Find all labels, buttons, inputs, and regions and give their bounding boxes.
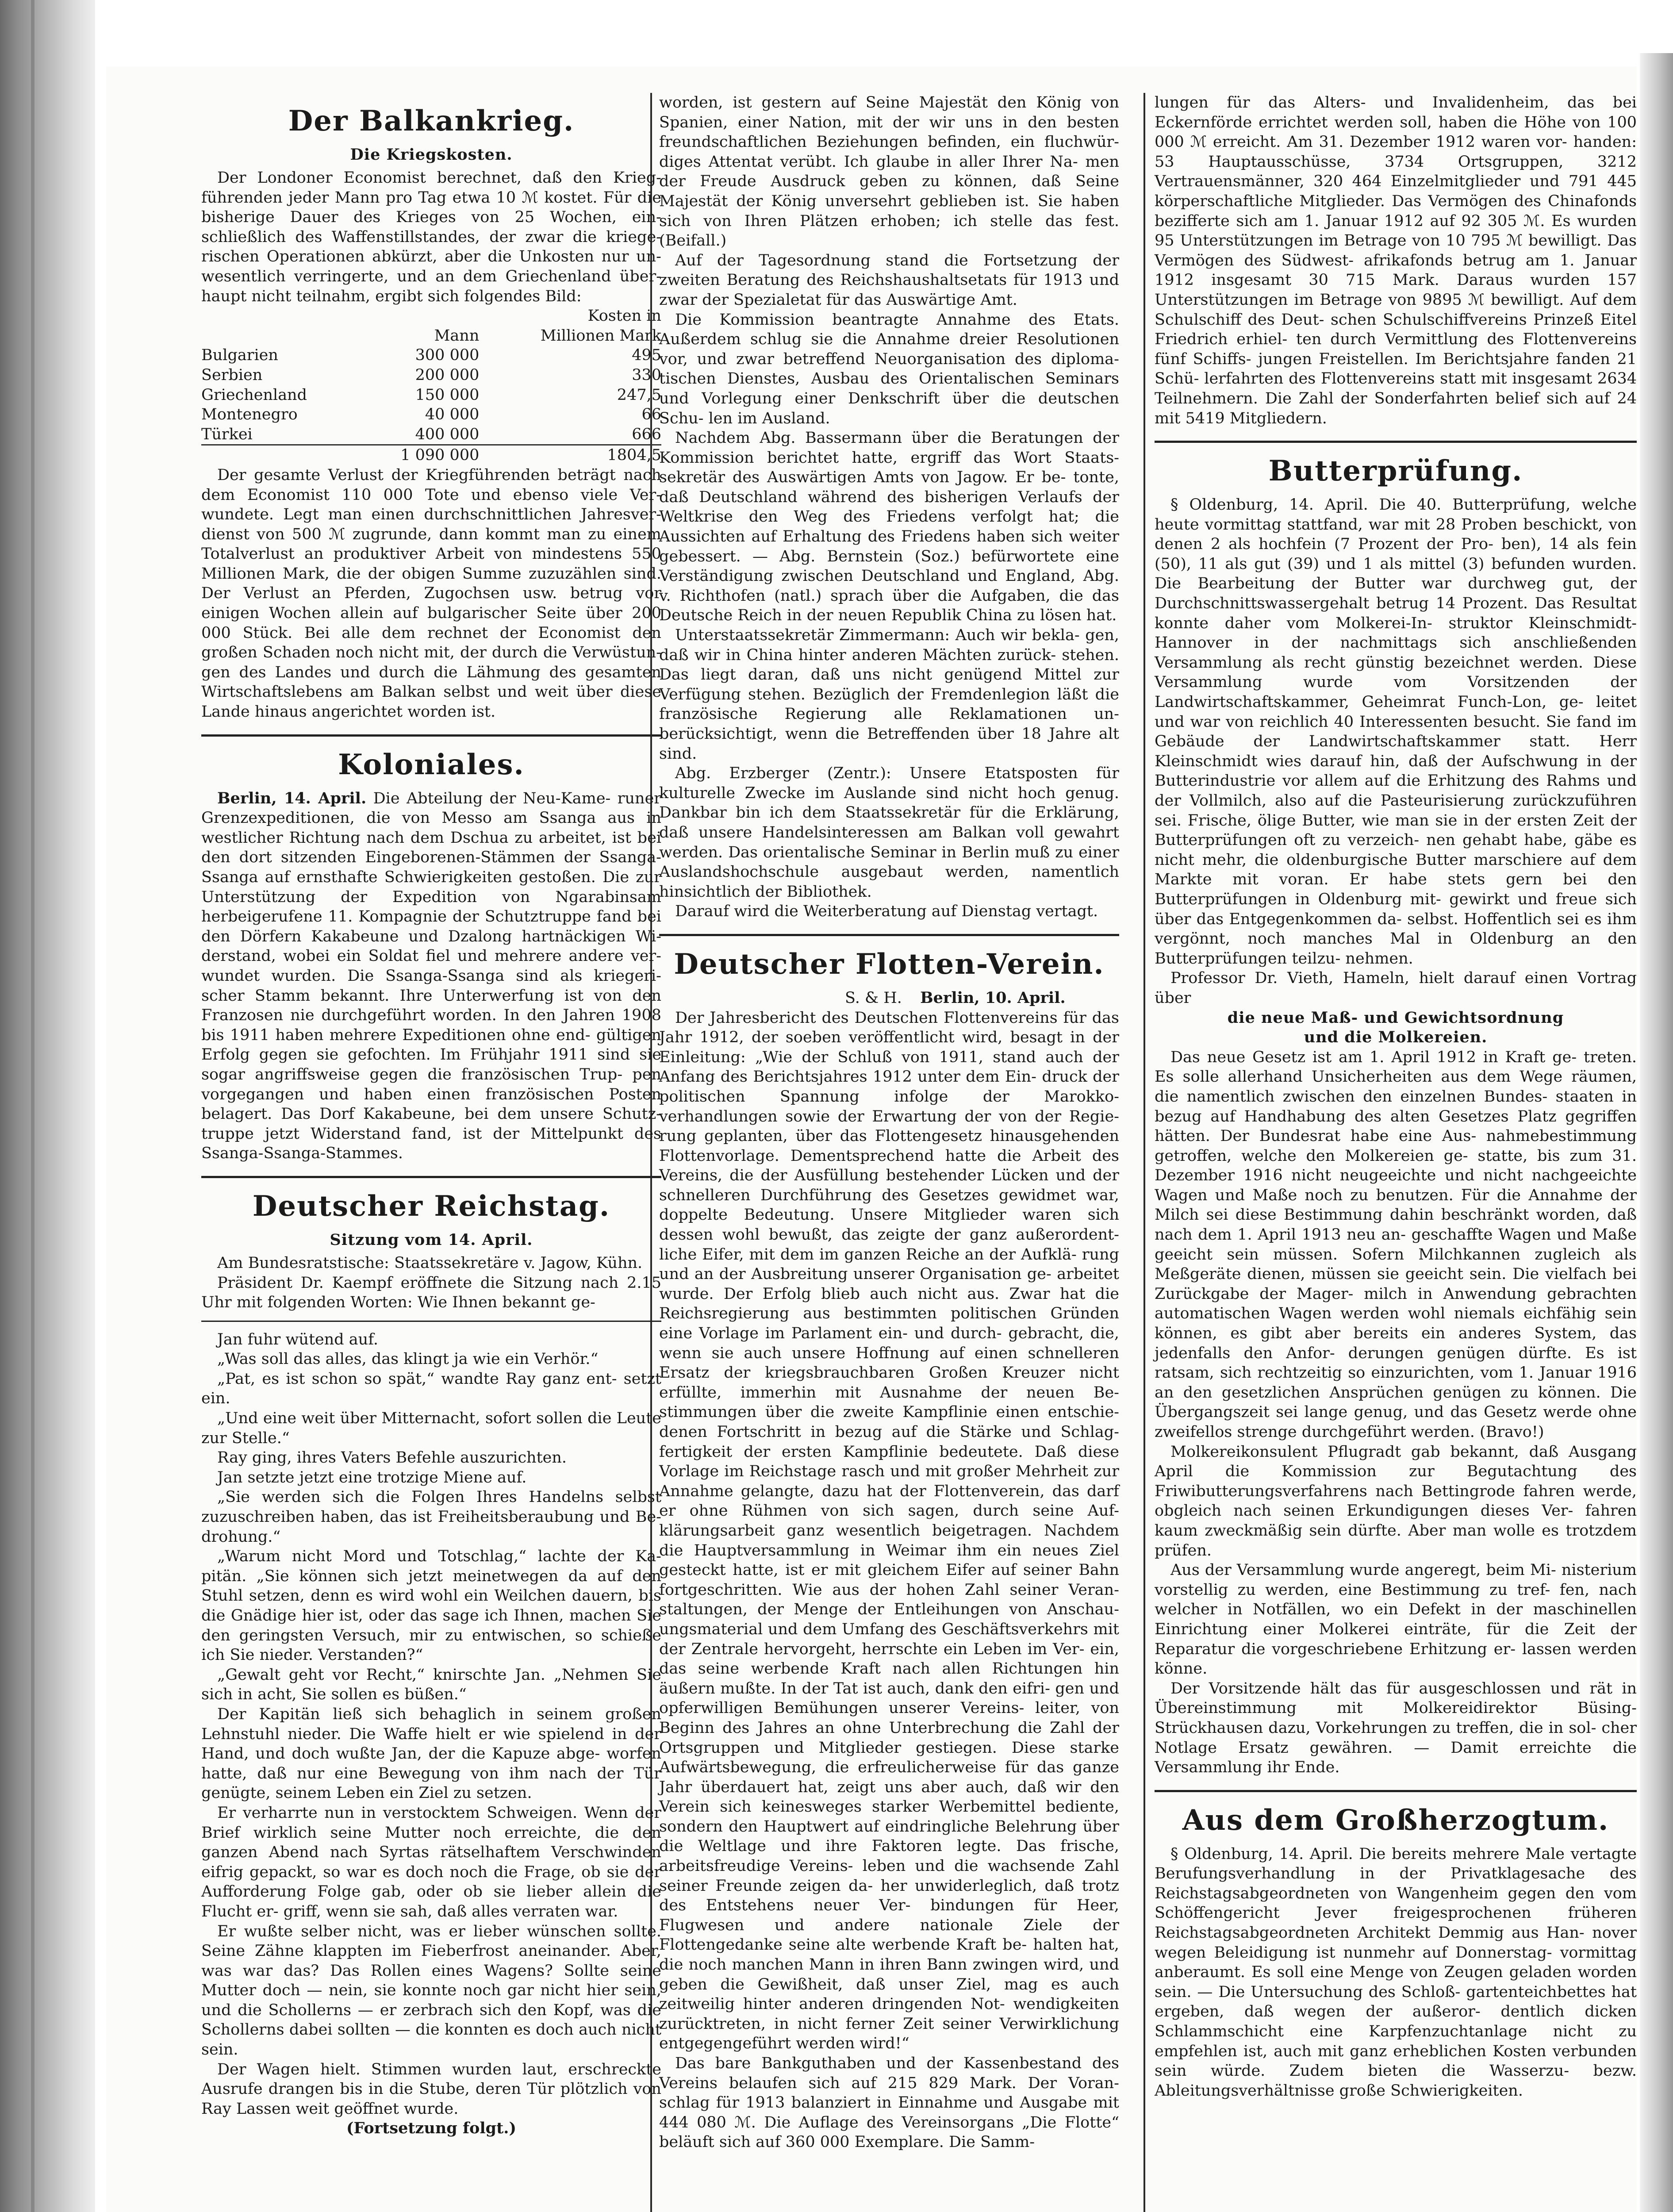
war-cell-country: Serbien bbox=[201, 366, 263, 384]
column-left bbox=[201, 93, 661, 2139]
reichstag-paragraph: Nachdem Abg. Bassermann über die Beratungen der Kommission berichtet hatte, ergriff das Wort Staats- sekretär des Auswärtigen Amts von Jagow. Er be- tonte, daß Deutschland während des bisherigen Verlaufs der Weltkrise den Weg des Friedens verfolgt hat; die Aussichten auf Erhaltung des Friedens haben sich weiter gebessert. — Abg. Bernstein (Soz.) befürwortete eine Verständigung zwischen Deutschland und England, Abg. v. Richthofen (natl.) sprach über die Aufgaben, die das Deutsche Reich in der neuen Republik China zu lösen hat. bbox=[659, 429, 1119, 625]
butter-p6: Der Vorsitzende hält das für ausgeschlossen und rät in Übereinstimmung mit Molkereidirektor Büsing- Strückhausen dazu, Vorkehrungen zu treffen, die in sol- cher Notlage Ersatz gewähren. — Damit erreichte die Versammlung ihr Ende. bbox=[1155, 1679, 1637, 1777]
section-divider bbox=[1155, 441, 1637, 443]
war-cell-country: Türkei bbox=[201, 425, 253, 443]
col-head-cost2: Millionen Mark bbox=[540, 326, 661, 345]
story-paragraph: Er wußte selber nicht, was er lieber wünschen sollte. Seine Zähne klappten im Fieberfrost aneinander. Aber, was war das? Das Rollen eines Wagens? Sollte seine Mutter doch — nein, sie konnte noch gar nicht hier sein, und die Schollerns — er zerbrach sich den Kopf, was die Schollerns dabei sollten — die konnten es doch auch nicht sein. bbox=[201, 1922, 661, 2059]
total-cost: 1804,5 bbox=[479, 445, 661, 465]
war-cell-cost: 247,5 bbox=[617, 386, 661, 404]
flotten-body: Der Jahresbericht des Deutschen Flottenvereins für das Jahr 1912, der soeben veröffentlicht wird, besagt in der Einleitung: „Wie der Schluß von 1911, stand auch der Anfang des Berichtsjahres 1912 unter dem Ein- druck der politischen Spannung infolge der Marokko- verhandlungen sowie der Erwartung der von der Regie- rung geplanten, über das Flottengesetz hinausgehenden Flottenvorlage. Dementsprechend hatte die Arbeit des Vereins, die der Ausfüllung bestehender Lücken und der schnelleren Durchführung des Gesetzes gewidmet war, doppelte Bedeutung. Unsere Mitglieder waren sich dessen wohl bewußt, das zeigte der ganz außerordent- liche Eifer, mit dem im ganzen Reiche an der Aufklä- rung und an der Ausbreitung unserer Organisation ge- arbeitet wurde. Der Erfolg blieb auch nicht aus. Zwar hat die Reichsregierung aus bestimmten politischen Gründen eine Vorlage im Parlament ein- und durch- gebracht, die, wenn sie auch unsere Hoffnung auf einen schnelleren Ersatz der kriegsbrauchbaren Großen Kreuzer nicht erfüllte, immerhin mit Ausnahme der neuen Be- stimmungen über die zweite Kampflinie einen entschie- denen Fortschritt in bezug auf die Stärke und Schlag- fertigkeit der ersten Kampflinie bedeutete. Daß diese Vorlage im Reichstage rasch und mit großer Mehrheit zur Annahme gelangte, dazu hat der Flottenverein, das darf er ohne Rühmen von sich sagen, durch seine Auf- klärungsarbeit ganz wesentlich beigetragen. Nachdem die Hauptversammlung in Weimar ihm ein neues Ziel gesteckt hatte, ist er mit gleichem Eifer auf seiner Bahn fortgeschritten. Wie aus der hohen Zahl seiner Veran- staltungen, der Menge der Entleihungen von Anschau- ungsmaterial und dem Umfang des Geschäftsverkehrs mit der Zentrale hervorgeht, herrschte ein Leben im Ver- ein, das seine werbende Kraft nach allen Richtungen hin äußern mußte. In der Tat ist auch, dank den eifri- gen und opferwilligen Bemühungen unserer Vereins- leiter, von Beginn des Jahres an ohne Unterbrechung die Zahl der Ortsgruppen und Mitglieder gestiegen. Diese starke Aufwärtsbewegung, die erfreulicherweise für das ganze Jahr überdauert hat, zeigt uns aber auch, daß wir den Verein sich keinesweges starker Werbemittel bediente, sondern den Hauptwert auf eindringliche Belehrung über die Weltlage und ihre Faktoren legte. Das frische, arbeitsfreudige Vereins- leben und die wachsende Zahl seiner Freunde zeigen da- her unwiderleglich, daß trotz des Entstehens neuer Ver- bindungen für Heer, Flugwesen und andere nationale Ziele der Flottengedanke seine alte werbende Kraft be- halten hat, die noch manchen Mann in ihren Bann zwingen wird, und geben die Gewißheit, daß unser Ziel, mag es auch zeitweilig hinter anderen dringenden Not- wendigkeiten zurücktreten, in nicht ferner Zeit seiner Verwirklichung entgegengeführt werden wird!“ bbox=[659, 1009, 1119, 2053]
butter-p3: Das neue Gesetz ist am 1. April 1912 in Kraft ge- treten. Es solle allerhand Unsicherheiten aus dem Wege räumen, die namentlich zwischen den einzelnen Bundes- staaten in bezug auf Handhabung des alten Gesetzes Platz gegriffen hätten. Der Bundesrat habe eine Aus- nahmebestimmung getroffen, welche den Molkereien ge- statte, bis zum 31. Dezember 1916 nicht neugeeichte und nicht nachgeeichte Wagen und Maße noch zu benutzen. Für die Annahme der Milch sei diese Bestimmung dahin beschränkt worden, daß nach dem 1. April 1913 neu an- geschaffte Wagen und Maße geeicht sein müssen. Sofern Milchkannen zugleich als Meßgeräte dienen, müssen sie geeicht sein. Die vielfach bei Zurückgabe der Mager- milch in Anwendung gebrachten automatischen Wagen werden wohl niemals eichfähig sein können, es gibt aber bereits ein anderes System, das jedenfalls den Anfor- derungen genügen dürfte. Es ist ratsam, sich rechtzeitig so einzurichten, vom 1. Januar 1916 an den gesetzlichen Ansprüchen genügen zu können. Die Übergangszeit sei lange genug, und das Gesetz werde ohne zweifellos strenge durchgeführt werden. (Bravo!) bbox=[1155, 1048, 1637, 1441]
war-rows bbox=[201, 346, 661, 445]
war-row bbox=[201, 346, 661, 365]
war-cell-men: 150 000 bbox=[415, 386, 480, 404]
flotten-dateline: Berlin, 10. April. bbox=[920, 988, 1066, 1007]
balkan-intro: Der Londoner Economist berechnet, daß den Krieg- führenden jeder Mann pro Tag etwa 10 ℳ kostet. Für die bisherige Dauer des Krieges von 25 Wochen, ein- schließlich des Waffenstillstandes, der zwar die kriege- rischen Operationen abkürzt, aber die Unkosten nur un- wesentlich verringerte, und an dem Griechenland über- haupt nicht teilnahm, ergibt sich folgendes Bild: bbox=[201, 169, 661, 305]
butter-p2: Professor Dr. Vieth, Hameln, hielt darauf einen Vortrag über bbox=[1155, 969, 1637, 1007]
reichstag-headline: Deutscher Reichstag. bbox=[252, 1189, 610, 1223]
butter-headline: Butterprüfung. bbox=[1268, 454, 1523, 488]
reichstag-p1: Am Bundesratstische: Staatssekretäre v. Jagow, Kühn. bbox=[217, 1254, 643, 1272]
war-row bbox=[201, 425, 661, 445]
butter-p4: Molkereikonsulent Pflugradt gab bekannt, daß Ausgang April die Kommission zur Begutachtung des Friwibutterungsverfahrens nach Bettingrode fahren werde, obgleich nach seinen Erkundigungen dieses Ver- fahren kaum zweckmäßig sein dürfte. Aber man wolle es trotzdem prüfen. bbox=[1155, 1443, 1637, 1559]
newspaper-page bbox=[106, 66, 1637, 2212]
column-right bbox=[1155, 93, 1637, 2101]
reichstag-continuation bbox=[659, 93, 1119, 922]
kolonial-dateline: Berlin, 14. April. bbox=[217, 789, 367, 807]
col-head-cost1: Kosten in bbox=[587, 307, 661, 325]
reichstag-p2: Präsident Dr. Kaempf eröffnete die Sitzung nach 2.15 Uhr mit folgenden Worten: Wie Ihnen bekannt ge- bbox=[201, 1274, 661, 1312]
reichstag-paragraph: Abg. Erzberger (Zentr.): Unsere Etatsposten für kulturelle Zwecke im Auslande sind nicht hoch genug. Dankbar bin ich dem Staatssekretär für die Erklärung, daß unsere Handelsinteressen am Balkan voll gewahrt werden. Das orientalische Seminar in Berlin muß zu einer Auslandshochschule ausgebaut werden, namentlich hinsichtlich der Bibliothek. bbox=[659, 764, 1119, 901]
butter-p1: § Oldenburg, 14. April. Die 40. Butterprüfung, welche heute vormittag stattfand, war mit 28 Proben beschickt, von denen 2 als hochfein (7 Prozent der Pro- ben), 14 als fein (50), 11 als gut (39) und 1 als mittel (3) befunden wurden. Die Bearbeitung der Butter war durchweg gut, der Durchschnittswassergehalt betrug 14 Prozent. Das Resultat konnte daher vom Molkerei-In- struktor Kleinschmidt-Hannover in der nachmittags sich anschließenden Versammlung als recht günstig bezeichnet werden. Diese Versammlung wurde vom Vorsitzenden der Landwirtschaftskammer, Geheimrat Funch-Lon, ge- leitet und war von reichlich 40 Interessenten besucht. Sie fand im Gebäude der Landwirtschaftskammer statt. Herr Kleinschmidt wies darauf hin, daß der Aufschwung in der Butterindustrie vor allem auf die Erhitzung des Rahms und der Vollmilch, also auf die Pasteurisierung zurückzuführen sei. Frische, ölige Butter, wie man sie in der ersten Zeit der Butterprüfungen oft zu verzeich- nen gehabt habe, gäbe es nicht mehr, die oldenburgische Butter marschiere auf dem Markte mit voran. Er habe stets gern bei den Butterprüfungen in Oldenburg mit- gewirkt und freue sich über das Entgegenkommen da- selbst. Hoffentlich sei es ihm vergönnt, noch manches Mal in Oldenburg an den Butterprüfungen teilzu- nehmen. bbox=[1155, 496, 1637, 968]
flotten-byline: S. & H. bbox=[845, 989, 902, 1007]
flotten-headline: Deutscher Flotten-Verein. bbox=[674, 947, 1105, 981]
story-paragraph: Der Wagen hielt. Stimmen wurden laut, erschreckte Ausrufe drangen bis in die Stube, deren Tür plötzlich von Ray Lassen weit geöffnet wurde. bbox=[201, 2060, 661, 2118]
reichstag-paragraph: Darauf wird die Weiterberatung auf Dienstag vertagt. bbox=[675, 902, 1098, 921]
story-paragraph: „Pat, es ist schon so spät,“ wandte Ray ganz ent- setzt ein. bbox=[201, 1370, 661, 1408]
war-cell-men: 40 000 bbox=[425, 406, 480, 424]
war-row bbox=[201, 365, 661, 385]
gross-headline: Aus dem Großherzogtum. bbox=[1182, 1803, 1609, 1837]
section-divider bbox=[659, 934, 1119, 936]
war-cost-table bbox=[201, 306, 661, 465]
war-cell-men: 200 000 bbox=[415, 366, 480, 384]
feuilleton-story bbox=[201, 1330, 661, 2119]
war-cell-cost: 330 bbox=[632, 366, 661, 384]
war-cell-cost: 495 bbox=[632, 346, 661, 365]
story-paragraph: Ray ging, ihres Vaters Befehle auszurichten. bbox=[217, 1449, 567, 1467]
col-head-men: Mann bbox=[434, 326, 480, 345]
war-cell-country: Montenegro bbox=[201, 406, 298, 424]
total-men: 1 090 000 bbox=[361, 445, 479, 465]
book-binding-shadow bbox=[0, 0, 95, 2212]
war-cell-cost: 66 bbox=[641, 406, 661, 424]
story-paragraph: Jan fuhr wütend auf. bbox=[217, 1330, 379, 1348]
balkan-headline: Der Balkankrieg. bbox=[288, 104, 575, 138]
balkan-body: Der gesamte Verlust der Kriegführenden beträgt nach dem Economist 110 000 Tote und ebenso viele Ver- wundete. Legt man einen durchschnittlichen Jahresver- dienst von 500 ℳ zugrunde, dann kommt man zu einem Totalverlust an produktiver Arbeit von mindestens 550 Millionen Mark, die der obigen Summe zuzuzählen sind. Der Verlust an Pferden, Zugochsen usw. betrug vor einigen Wochen allein auf bulgarischer Seite über 200 000 Stück. Bei alle dem rechnet der Economist den großen Schaden noch nicht mit, der durch die Verwüstun- gen des Landes und durch die Lähmung des gesamten Wirtschaftslebens am Balkan selbst und weit über diese Lande hinaus angerichtet worden ist. bbox=[201, 466, 661, 721]
story-paragraph: „Gewalt geht vor Recht,“ knirschte Jan. „Nehmen Sie sich in acht, Sie sollen es büßen.“ bbox=[201, 1666, 661, 1704]
section-divider bbox=[201, 1176, 661, 1178]
kolonial-headline: Koloniales. bbox=[338, 748, 525, 781]
war-row bbox=[201, 385, 661, 405]
reichstag-paragraph: Die Kommission beantragte Annahme des Etats. Außerdem schlug sie die Annahme dreier Resolutionen vor, und zwar betreffend Neuorganisation des diploma- tischen Dienstes, Ausbau des Orientalischen Seminars und Vorlegung einer Denkschrift über die deutschen Schu- len im Ausland. bbox=[659, 311, 1119, 427]
war-total-row bbox=[201, 445, 661, 465]
war-cell-country: Griechenland bbox=[201, 386, 307, 404]
war-cell-country: Bulgarien bbox=[201, 346, 278, 365]
butter-p5: Aus der Versammlung wurde angeregt, beim Mi- nisterium vorstellig zu werden, eine Bestimmung zu tref- fen, nach welcher in Notfällen, wo ein Defekt in der maschinellen Einrichtung einer Molkerei einträte, für die Zeit der Reparatur die vorgeschriebene Erhitzung er- lassen werden könne. bbox=[1155, 1561, 1637, 1678]
reichstag-paragraph: worden, ist gestern auf Seine Majestät den König von Spanien, einer Nation, mit der wir uns in den besten freundschaftlichen Beziehungen befinden, ein fluchwür- diges Attentat verübt. Ich glaube in aller Ihrer Na- men der Freude Ausdruck geben zu können, daß Seine Majestät der König unversehrt geblieben ist. Sie haben sich von Ihren Plätzen erhoben; ich stelle das fest. (Beifall.) bbox=[659, 94, 1119, 250]
story-paragraph: „Was soll das alles, das klingt ja wie ein Verhör.“ bbox=[217, 1350, 599, 1368]
story-continued: (Fortsetzung folgt.) bbox=[346, 2119, 517, 2138]
flotten-body2: Das bare Bankguthaben und der Kassenbestand des Vereins belaufen sich auf 215 829 Mark. Der Voran- schlag für 1913 balanziert in Einnahme und Ausgabe mit 444 080 ℳ. Die Auflage des Vereinsorgans „Die Flotte“ beläuft sich auf 360 000 Exemplare. Die Samm- bbox=[659, 2055, 1119, 2151]
story-paragraph: „Warum nicht Mord und Totschlag,“ lachte der Ka- pitän. „Sie können sich jetzt meinetwegen da auf den Stuhl setzen, denn es wird wohl ein Weilchen dauern, bis die Gnädige hier ist, oder das sage ich Ihnen, machen Sie den geringsten Versuch, mir zu entwischen, so schieße ich Sie nieder. Verstanden?“ bbox=[201, 1548, 661, 1664]
flotten-continuation: lungen für das Alters- und Invalidenheim, das bei Eckernförde errichtet werden soll, haben die Höhe von 100 000 ℳ erreicht. Am 31. Dezember 1912 waren vor- handen: 53 Hauptausschüsse, 3734 Ortsgruppen, 3212 Vertrauensmänner, 320 464 Einzelmitglieder und 791 445 körperschaftliche Mitglieder. Das Vermögen des Chinafonds bezifferte sich am 1. Januar 1912 auf 92 305 ℳ. Es wurden 95 Unterstützungen im Betrage von 10 795 ℳ bewilligt. Das Vermögen des Südwest- afrikafonds betrug am 1. Januar 1912 insgesamt 30 715 Mark. Daraus wurden 157 Unterstützungen im Betrage von 9895 ℳ bewilligt. Auf dem Schulschiff des Deut- schen Schulschiffvereins Prinzeß Eitel Friedrich erhiel- ten durch Vermittlung des Flottenvereins fünf Schiffs- jungen Freistellen. Im Berichtsjahre fanden 21 Schü- lerfahrten des Flottenvereins statt mit insgesamt 2634 Teilnehmern. Die Zahl der Sonderfahrten belief sich auf 24 mit 5419 Mitgliedern. bbox=[1155, 94, 1637, 427]
butter-topic-line1: die neue Maß- und Gewichtsordnung bbox=[1227, 1008, 1564, 1027]
story-paragraph: „Sie werden sich die Folgen Ihres Handelns selbst zuzuschreiben haben, das ist Freiheitsberaubung und Be- drohung.“ bbox=[201, 1488, 661, 1546]
kolonial-body bbox=[201, 789, 661, 1164]
story-paragraph: „Und eine weit über Mitternacht, sofort sollen die Leute zur Stelle.“ bbox=[201, 1409, 661, 1447]
war-row bbox=[201, 405, 661, 425]
reichstag-paragraph: Auf der Tagesordnung stand die Fortsetzung der zweiten Beratung des Reichshaushaltsetats für 1913 und zwar der Spezialetat für das Auswärtige Amt. bbox=[659, 251, 1119, 309]
story-paragraph: Er verharrte nun in verstocktem Schweigen. Wenn der Brief wirklich seine Mutter noch erreichte, die den ganzen Abend nach Syrtas rätselhaftem Verschwinden eifrig gepackt, so war es doch noch die Frage, ob sie der Aufforderung Folge gab, oder ob sie lieber allein die Flucht er- griff, wenn sie sah, daß alles verraten war. bbox=[201, 1804, 661, 1920]
page-edge-stack bbox=[1640, 53, 1673, 2212]
story-paragraph: Jan setzte jetzt eine trotzige Miene auf. bbox=[217, 1468, 527, 1486]
reichstag-paragraph: Unterstaatssekretär Zimmermann: Auch wir bekla- gen, daß wir in China hinter anderen Mächten zurück- stehen. Das liegt daran, daß uns nicht genügend Mittel zur Verfügung stehen. Bezüglich der Fremdenlegion läßt die französische Regierung alle Reklamationen un- berücksichtigt, wenn die Betreffenden über 18 Jahre alt sind. bbox=[659, 626, 1119, 763]
column-middle bbox=[659, 93, 1119, 2152]
balkan-subheadline: Die Kriegskosten. bbox=[350, 146, 513, 164]
column-rule bbox=[1143, 93, 1145, 2212]
war-cell-men: 400 000 bbox=[415, 425, 480, 443]
gross-body: § Oldenburg, 14. April. Die bereits mehrere Male vertagte Berufungsverhandlung in der Privatklagesache des Reichstagsabgeordneten von Wangenheim gegen den vom Schöffengericht Jever freigesprochenen früheren Reichstagsabgeordneten Architekt Demmig aus Han- nover wegen Beleidigung ist nunmehr auf Donnerstag- vormittag anberaumt. Es soll eine Menge von Zeugen geladen worden sein. — Die Untersuchung des Schloß- gartenteichbettes hat ergeben, daß wegen der außeror- dentlich dicken Schlammschicht eine Karpfenzuchtanlage nicht zu empfehlen ist, auch mit ganz erheblichen Kosten verbunden sein würde. Zudem bieten die Wasserzu- bezw. Ableitungsverhältnisse große Schwierigkeiten. bbox=[1155, 1845, 1637, 2100]
war-cell-cost: 666 bbox=[632, 425, 661, 443]
war-cell-men: 300 000 bbox=[415, 346, 480, 365]
section-divider bbox=[1155, 1790, 1637, 1792]
section-divider bbox=[201, 734, 661, 737]
reichstag-subheadline: Sitzung vom 14. April. bbox=[330, 1230, 533, 1249]
kolonial-text: Die Abteilung der Neu-Kame- runer Grenzexpeditionen, die von Messo am Ssanga aus in westlicher Richtung nach dem Dschua zu arbeitet, ist bei den dort sitzenden Eingeborenen-Stämmen der Ssanga-Ssanga auf ernsthafte Schwierigkeiten gestoßen. Die zur Unterstützung der Expedition von Ngarabinsam herbeigerufene 11. Kompagnie der Schutztruppe fand bei den Dörfern Kakabeune und Dzalong hartnäckigen Wi- derstand, wobei ein Soldat fiel und mehrere andere ver- wundet wurden. Die Ssanga-Ssanga sind als kriegeri- scher Stamm bekannt. Ihre Unterwerfung ist von den Franzosen nie durchgeführt worden. In den Jahren 1908 bis 1911 haben mehrere Expeditionen ohne end- gültigen Erfolg gegen sie gefochten. Im Frühjahr 1911 sind sie sogar angriffsweise gegen die französischen Trup- pen vorgegangen und haben einen französischen Posten belagert. Das Dorf Kakabeune, bei dem unsere Schutz- truppe jetzt Widerstand fand, ist der Mittelpunkt des Ssanga-Ssanga-Stammes. bbox=[201, 789, 662, 1163]
butter-topic-line2: und die Molkereien. bbox=[1304, 1028, 1488, 1047]
story-paragraph: Der Kapitän ließ sich behaglich in seinem großen Lehnstuhl nieder. Die Waffe hielt er wie spielend in der Hand, und doch wußte Jan, der die Kapuze abge- worfen hatte, daß nur eine Bewegung von ihm nach der Tür genügte, seinem Leben ein Ziel zu setzen. bbox=[201, 1705, 661, 1802]
feuilleton-divider bbox=[201, 1321, 661, 1322]
flotten-byline-line bbox=[659, 988, 1119, 1008]
